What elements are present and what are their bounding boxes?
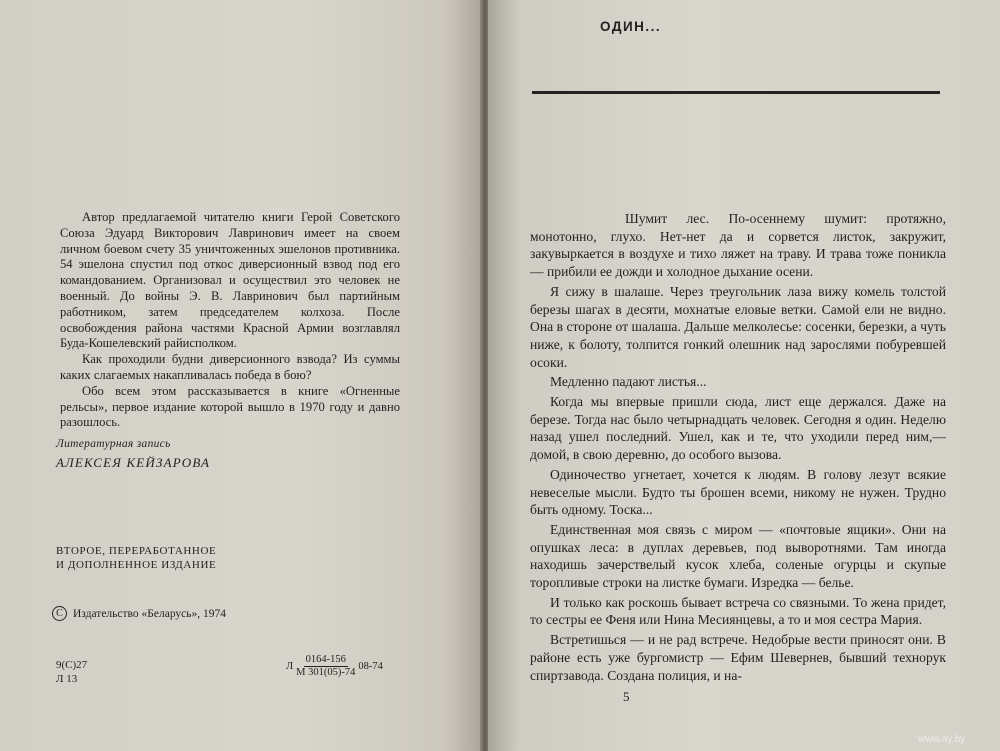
- chapter-rule: [532, 91, 940, 94]
- text-paragraph: Одиночество угнетает, хочется к людям. В голову лезут всякие невеселые мысли. Будто ты брошен всеми, никому не нужен. Трудно быть одному. Тоска...: [530, 466, 946, 518]
- text-paragraph: Я сижу в шалаше. Через треугольник лаза вижу комель толстой березы шагах в десяти, мохнатые еловые ветки. Самой ели не видно. Она в стороне от шалаша. Дальше мелколесье: сосенки, березки, а чуть ниже, к болоту, толпится гонкий олешник над зарослями побуревшей осоки.: [530, 283, 946, 370]
- copyright-line: [52, 606, 226, 621]
- chapter-text: [530, 210, 946, 686]
- annotation-paragraph: Как проходили будни диверсионного взвода? Из суммы каких слагаемых накапливалась победа в бою?: [60, 352, 400, 382]
- left-page: [0, 0, 482, 751]
- bbk-code: 9(С)27: [56, 659, 88, 671]
- copyright-text: Издательство «Беларусь», 1974: [73, 607, 227, 620]
- text-paragraph: Медленно падают листья...: [550, 374, 707, 390]
- text-paragraph: Шумит лес. По-осеннему шумит: протяжно, монотонно, глухо. Нет-нет да и сорвется листок, закружит, закувыркается в воздухе и тихо ляжет на траву. И трава тоже поникла — прибили ее дожди и холодное дыхание осени.: [530, 211, 946, 280]
- edition-line: И ДОПОЛНЕННОЕ ИЗДАНИЕ: [56, 559, 217, 571]
- watermark-text: www.ay.by: [918, 734, 966, 745]
- author-mark: Л 13: [56, 673, 78, 685]
- text-paragraph: Единственная моя связь с миром — «почтовые ящики». Они на опушках леса: в дуплах деревьев, под выворотнями. Там иногда находишь зачерствелый кусок хлеба, соленые огурцы и скупые торопливые строки на листке бумаги. Изредка — белье.: [530, 521, 946, 591]
- text-paragraph: И только как роскошь бывает встреча со связными. То жена придет, то сестры ее Феня или Нина Месиянцевы, а то и моя сестра Мария.: [530, 594, 946, 628]
- index-denominator: М 301(05)-74: [296, 667, 356, 678]
- literary-credit-label: Литературная запись: [56, 438, 171, 450]
- literary-credit-name: АЛЕКСЕЯ КЕЙЗАРОВА: [56, 455, 211, 470]
- annotation-paragraph: Обо всем этом рассказывается в книге «Огненные рельсы», первое издание которой вышло в 1970 году и давно разошлось.: [60, 383, 400, 430]
- index-suffix: 08-74: [358, 661, 383, 672]
- edition-line: ВТОРОЕ, ПЕРЕРАБОТАННОЕ: [56, 545, 217, 557]
- copyright-icon: C: [52, 606, 67, 621]
- classification-codes: [56, 658, 87, 686]
- index-fraction: [296, 654, 355, 679]
- index-numerator: 0164-156: [305, 654, 346, 665]
- index-prefix: Л: [286, 661, 294, 672]
- book-annotation: [60, 210, 400, 431]
- text-paragraph: Когда мы впервые пришли сюда, лист еще держался. Даже на березе. Тогда нас было четырнадцать человек. Сегодня я один. Неделю назад ушел последний. Ушел, как и те, что уходили перед ним,— домой, в свою деревню, до особого вызова.: [530, 394, 946, 463]
- annotation-paragraph: Автор предлагаемой читателю книги Герой Советского Союза Эдуард Викторович Лавринович имеет на своем личном боевом счету 35 уничтоженных эшелонов противника. 54 эшелона спустил под откос диверсионный взвод под его командованием. Организовал и осуществил это человек не военный. До войны Э. В. Лавринович был партийным работником, затем председателем колхоза. После освобождения района частями Красной Армии возглавлял Буда-Кошелевский райисполком.: [60, 210, 400, 351]
- publication-index: [286, 654, 383, 679]
- text-paragraph: Встретишься — и не рад встрече. Недобрые вести приносят они. В районе есть уже бургомистр — Ефим Шевернев, бывший технорук спиртзавода. Создана полиция, и на-: [530, 632, 946, 683]
- chapter-title: ОДИН...: [600, 19, 662, 34]
- edition-note: [56, 544, 216, 572]
- page-number: 5: [623, 689, 630, 704]
